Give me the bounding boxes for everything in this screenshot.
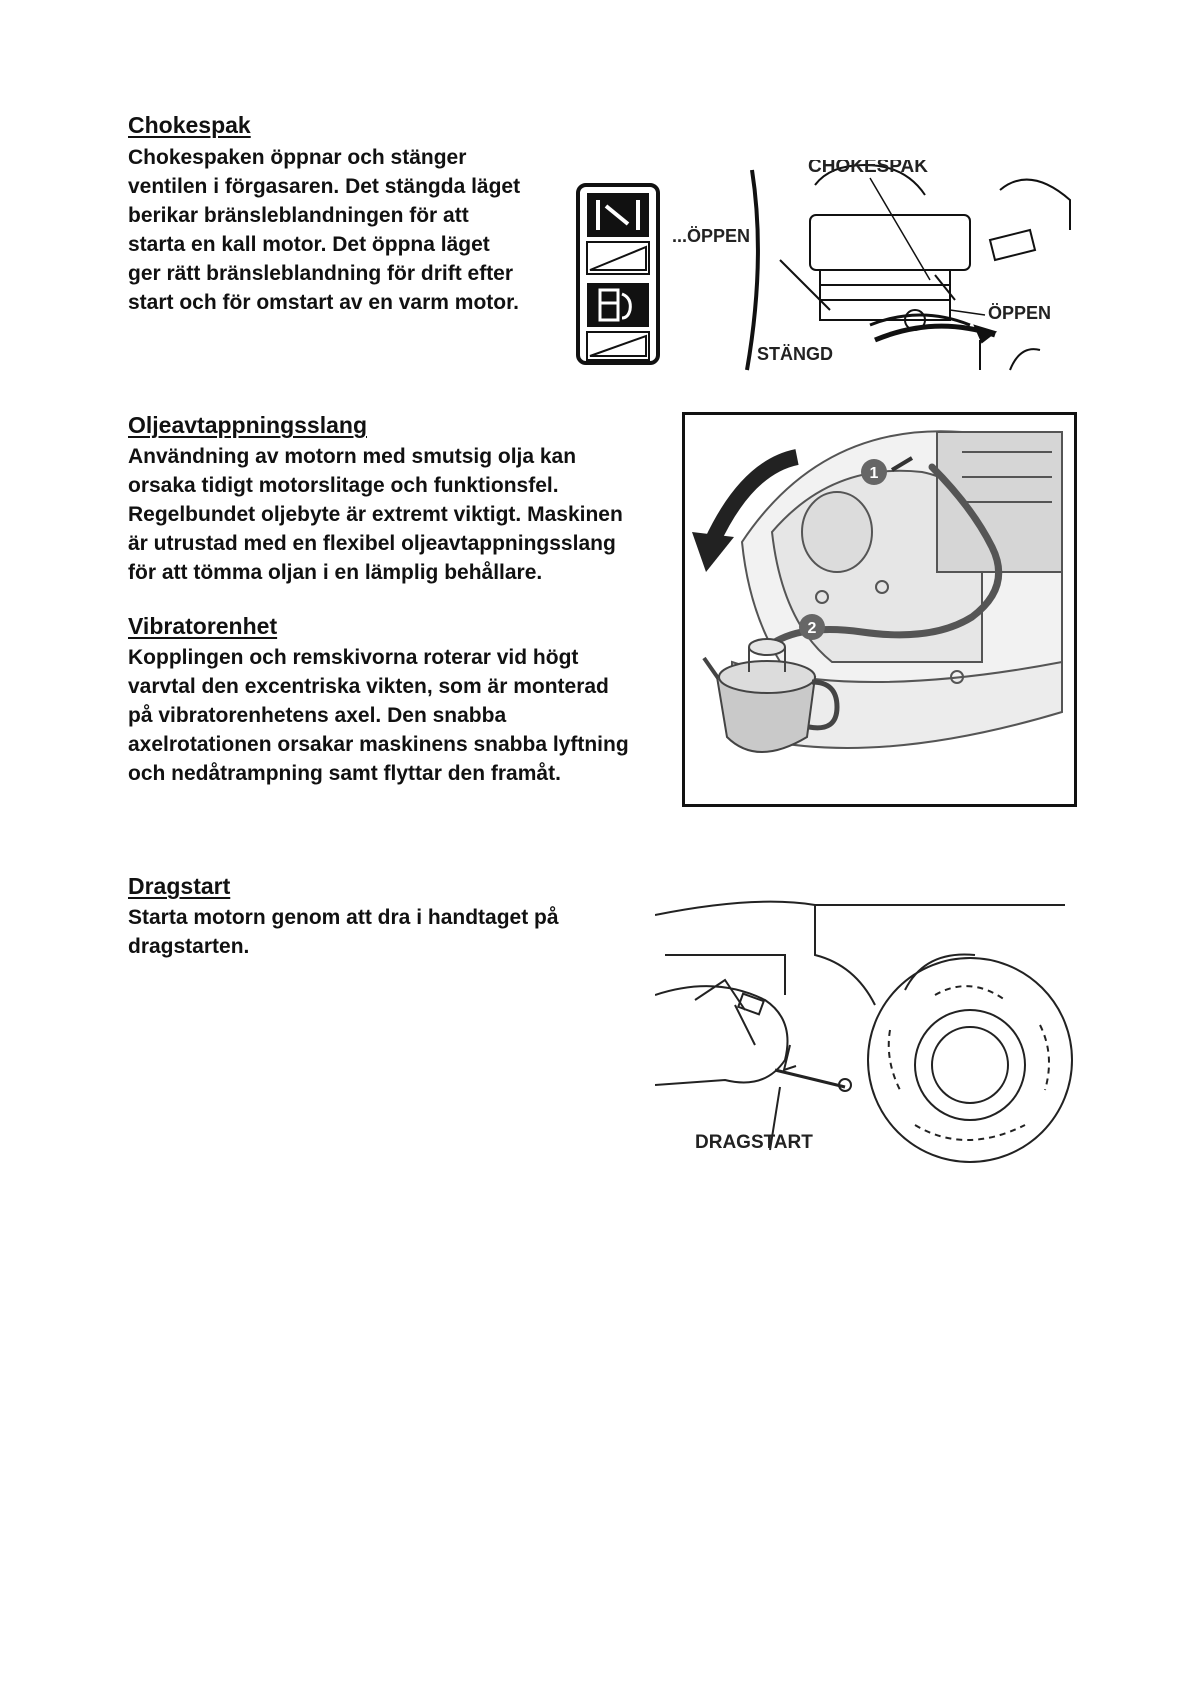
open-label-right: ÖPPEN xyxy=(988,303,1052,323)
text-line: ger rätt bränsleblandning för drift efter xyxy=(128,262,514,285)
choke-symbol-icon xyxy=(578,185,658,363)
oil-drain-heading: Oljeavtappningsslang xyxy=(128,412,367,438)
text-line: Regelbundet oljebyte är extremt viktigt. Maskinen xyxy=(128,503,623,526)
closed-label: STÄNGD xyxy=(757,344,833,364)
text-line: start och för omstart av en varm motor. xyxy=(128,291,519,314)
choke-paragraph xyxy=(128,143,520,317)
svg-text:2: 2 xyxy=(807,620,817,637)
hand-pulling-drawing xyxy=(655,980,845,1087)
choke-lever-label: CHOKESPAK xyxy=(808,160,928,177)
text-line: axelrotationen orsakar maskinens snabba lyftning xyxy=(128,733,629,756)
text-line: Starta motorn genom att dra i handtaget på xyxy=(128,906,559,929)
text-line: och nedåtrampning samt flyttar den framåt. xyxy=(128,762,561,785)
pull-start-figure xyxy=(655,895,1080,1165)
svg-text:1: 1 xyxy=(869,465,879,482)
text-line: Användning av motorn med smutsig olja kan xyxy=(128,445,577,468)
text-line: ventilen i förgasaren. Det stängda läget xyxy=(128,175,521,198)
open-label-left: ...ÖPPEN xyxy=(672,226,751,246)
text-line: för att tömma oljan i en lämplig behållare. xyxy=(128,561,543,584)
vibrator-heading: Vibratorenhet xyxy=(128,613,278,639)
carburetor-drawing xyxy=(747,165,1070,370)
text-line: på vibratorenhetens axel. Den snabba xyxy=(128,704,507,727)
oil-drain-paragraph xyxy=(128,442,623,587)
recoil-starter-drawing xyxy=(655,902,1072,1162)
step-1-badge xyxy=(861,459,887,485)
choke-figure xyxy=(570,160,1085,380)
text-line: dragstarten. xyxy=(128,935,250,958)
vibrator-paragraph xyxy=(128,643,629,788)
text-line: varvtal den excentriska vikten, som är monterad xyxy=(128,675,609,698)
text-line: Chokespaken öppnar och stänger xyxy=(128,146,467,169)
text-line: starta en kall motor. Det öppna läget xyxy=(128,233,490,256)
text-line: Kopplingen och remskivorna roterar vid högt xyxy=(128,646,579,669)
text-line: är utrustad med en flexibel oljeavtappningsslang xyxy=(128,532,616,555)
choke-heading: Chokespak xyxy=(128,112,251,138)
oil-drain-figure xyxy=(682,412,1077,807)
text-line: orsaka tidigt motorslitage och funktionsfel. xyxy=(128,474,559,497)
pull-start-paragraph xyxy=(128,903,559,961)
text-line: berikar bränsleblandningen för att xyxy=(128,204,469,227)
pull-start-heading: Dragstart xyxy=(128,873,231,899)
step-2-badge xyxy=(799,614,825,640)
pull-start-label: DRAGSTART xyxy=(695,1132,813,1153)
